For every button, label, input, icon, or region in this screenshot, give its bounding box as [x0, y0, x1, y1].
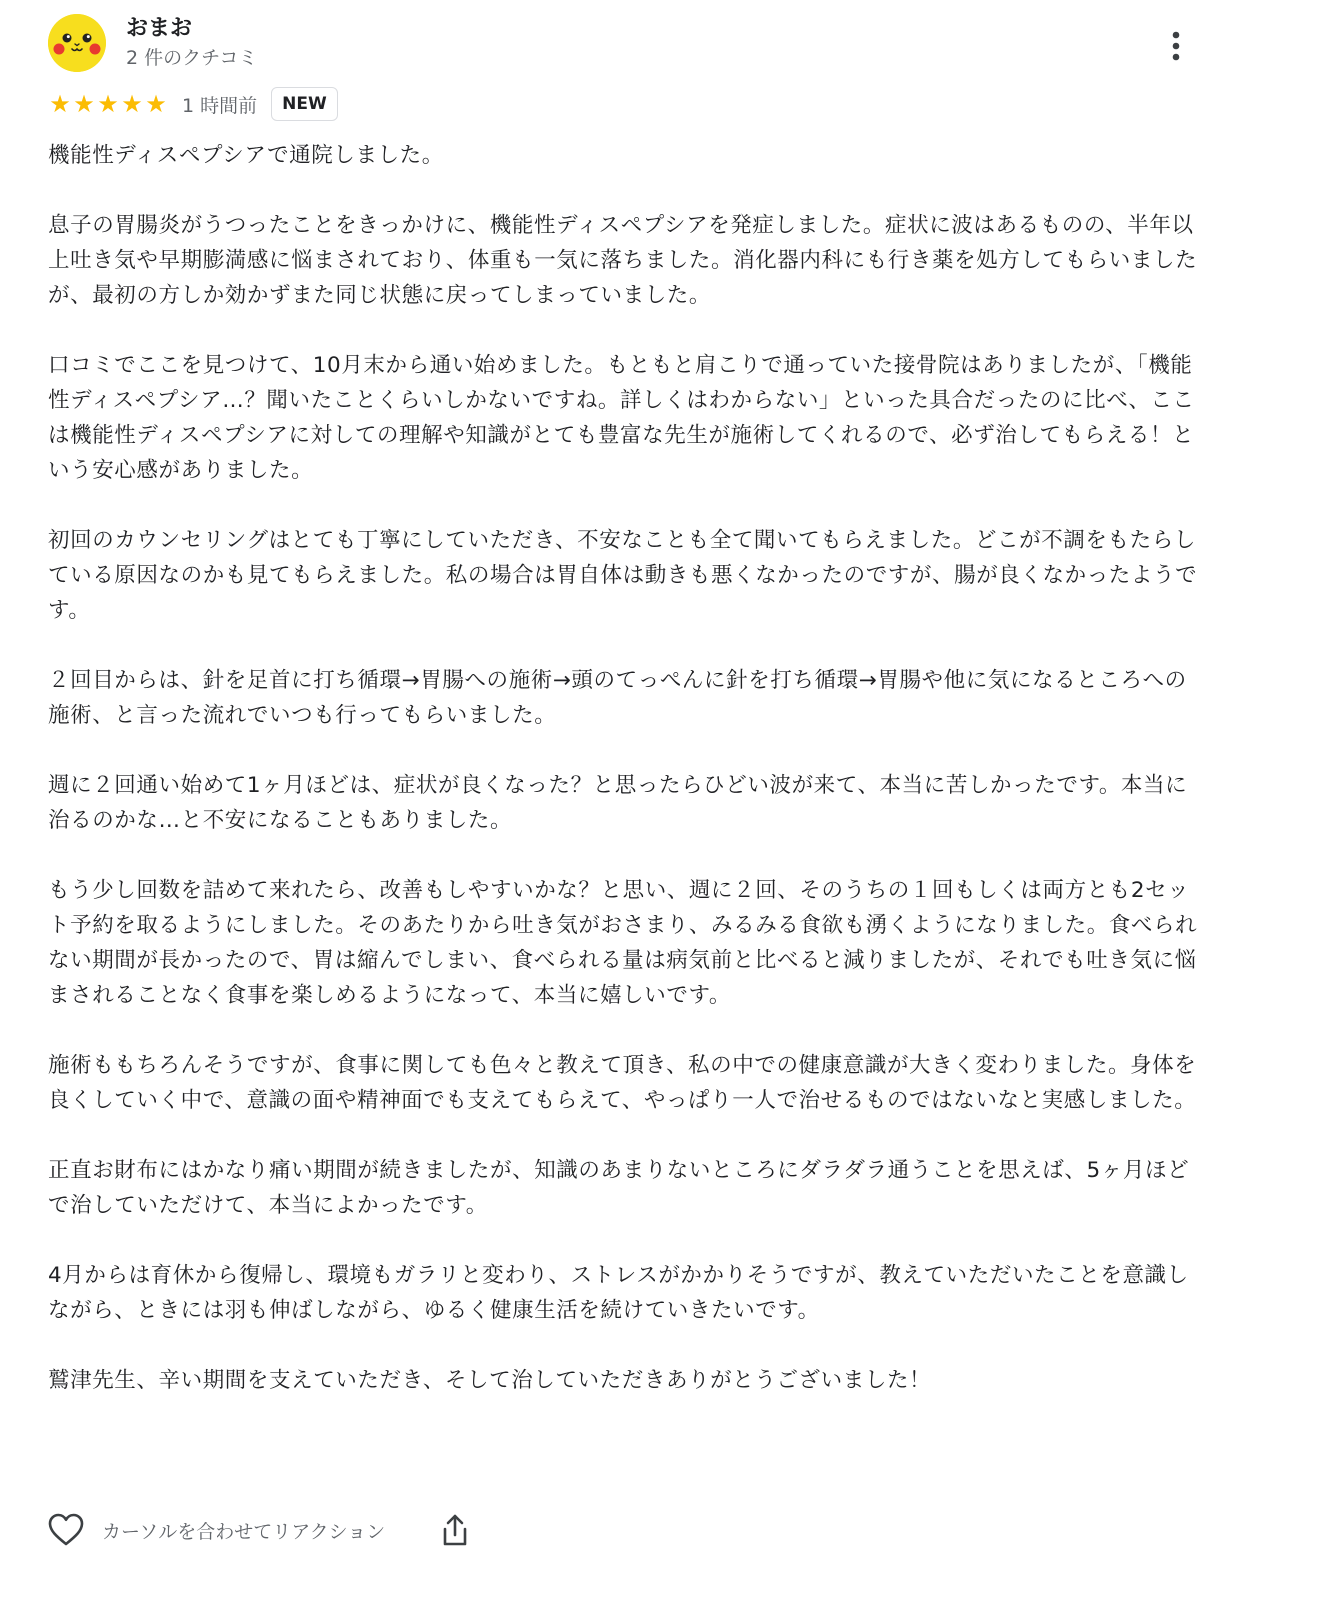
review-paragraph: もう少し回数を詰めて来れたら、改善もしやすいかな？と思い、週に２回、そのうちの１回もしくは両方とも2セット予約を取るようにしました。そのあたりから吐き気がおさまり、みるみる食欲も湧くようになりました。食べられない期間が長かったので、胃は縮んでしまい、食べられる量は病気前と比べると減りましたが、それでも吐き気に悩まされることなく食事を楽しめるようになって、本当に嬉しいです。 [48, 878, 1198, 1008]
star-icon: ★ [97, 90, 119, 118]
heart-outline-icon [48, 1513, 84, 1547]
review-paragraph: 正直お財布にはかなり痛い期間が続きましたが、知識のあまりないところにダラダラ通うことを思えば、5ヶ月ほどで治していただけて、本当によかったです。 [48, 1158, 1190, 1218]
review-paragraph: 口コミでここを見つけて、10月末から通い始めました。もともと肩こりで通っていた接骨院はありましたが、「機能性ディスペプシア…？聞いたことくらいしかないですね。詳しくはわからない」といった具合だったのに比べ、ここは機能性ディスペプシアに対しての理解や知識がとても豊富な先生が施術してくれるので、必ず治してもらえる！という安心感がありました。 [48, 353, 1195, 483]
rating-row [48, 86, 338, 122]
pikachu-face-icon [48, 14, 106, 72]
review-paragraph: 息子の胃腸炎がうつったことをきっかけに、機能性ディスペプシアを発症しました。症状に波はあるものの、半年以上吐き気や早期膨満感に悩まされており、体重も一気に落ちました。消化器内科にも行き薬を処方してもらいましたが、最初の方しか効かずまた同じ状態に戻ってしまっていました。 [48, 213, 1198, 308]
react-label: カーソルを合わせてリアクション [102, 1520, 386, 1543]
review-paragraph: 施術ももちろんそうですが、食事に関しても色々と教えて頂き、私の中での健康意識が大きく変わりました。身体を良くしていく中で、意識の面や精神面でも支えてもらえて、やっぱり一人で治せるものではないなと実感しました。 [48, 1053, 1197, 1113]
user-name[interactable]: おまお [126, 16, 193, 41]
more-options-button[interactable] [1160, 26, 1192, 66]
review-paragraph: 機能性ディスペプシアで通院しました。 [48, 143, 444, 168]
review-paragraph: ２回目からは、針を足首に打ち循環→胃腸への施術→頭のてっぺんに針を打ち循環→胃腸や他に気になるところへの施術、と言った流れでいつも行ってもらいました。 [48, 668, 1187, 728]
review-text [48, 138, 1198, 1433]
user-info [126, 15, 257, 71]
react-button[interactable] [48, 1513, 385, 1547]
avatar[interactable] [48, 14, 106, 72]
review-actions [48, 1508, 469, 1552]
more-vertical-icon [1171, 30, 1181, 62]
star-icon: ★ [145, 90, 167, 118]
review-time: 1 時間前 [182, 94, 258, 117]
star-icon: ★ [73, 90, 95, 118]
share-button[interactable] [441, 1513, 469, 1547]
review-paragraph: 週に２回通い始めて1ヶ月ほどは、症状が良くなった？と思ったらひどい波が来て、本当に苦しかったです。本当に治るのかな…と不安になることもありました。 [48, 773, 1188, 833]
review-header [48, 14, 257, 72]
share-icon [441, 1513, 469, 1547]
review-paragraph: 4月からは育休から復帰し、環境もガラリと変わり、ストレスがかかりそうですが、教えていただいたことを意識しながら、ときには羽も伸ばしながら、ゆるく健康生活を続けていきたいです。 [48, 1263, 1189, 1323]
star-rating [48, 92, 168, 116]
star-icon: ★ [121, 90, 143, 118]
review-paragraph: 鷲津先生、辛い期間を支えていただき、そして治していただきありがとうございました！ [48, 1368, 932, 1393]
star-icon: ★ [49, 90, 71, 118]
new-badge: NEW [271, 87, 338, 121]
review-paragraph: 初回のカウンセリングはとても丁寧にしていただき、不安なことも全て聞いてもらえました。どこが不調をもたらしている原因なのかも見てもらえました。私の場合は胃自体は動きも悪くなかったのですが、腸が良くなかったようです。 [48, 528, 1198, 623]
review-count[interactable]: 2 件のクチコミ [126, 47, 258, 69]
